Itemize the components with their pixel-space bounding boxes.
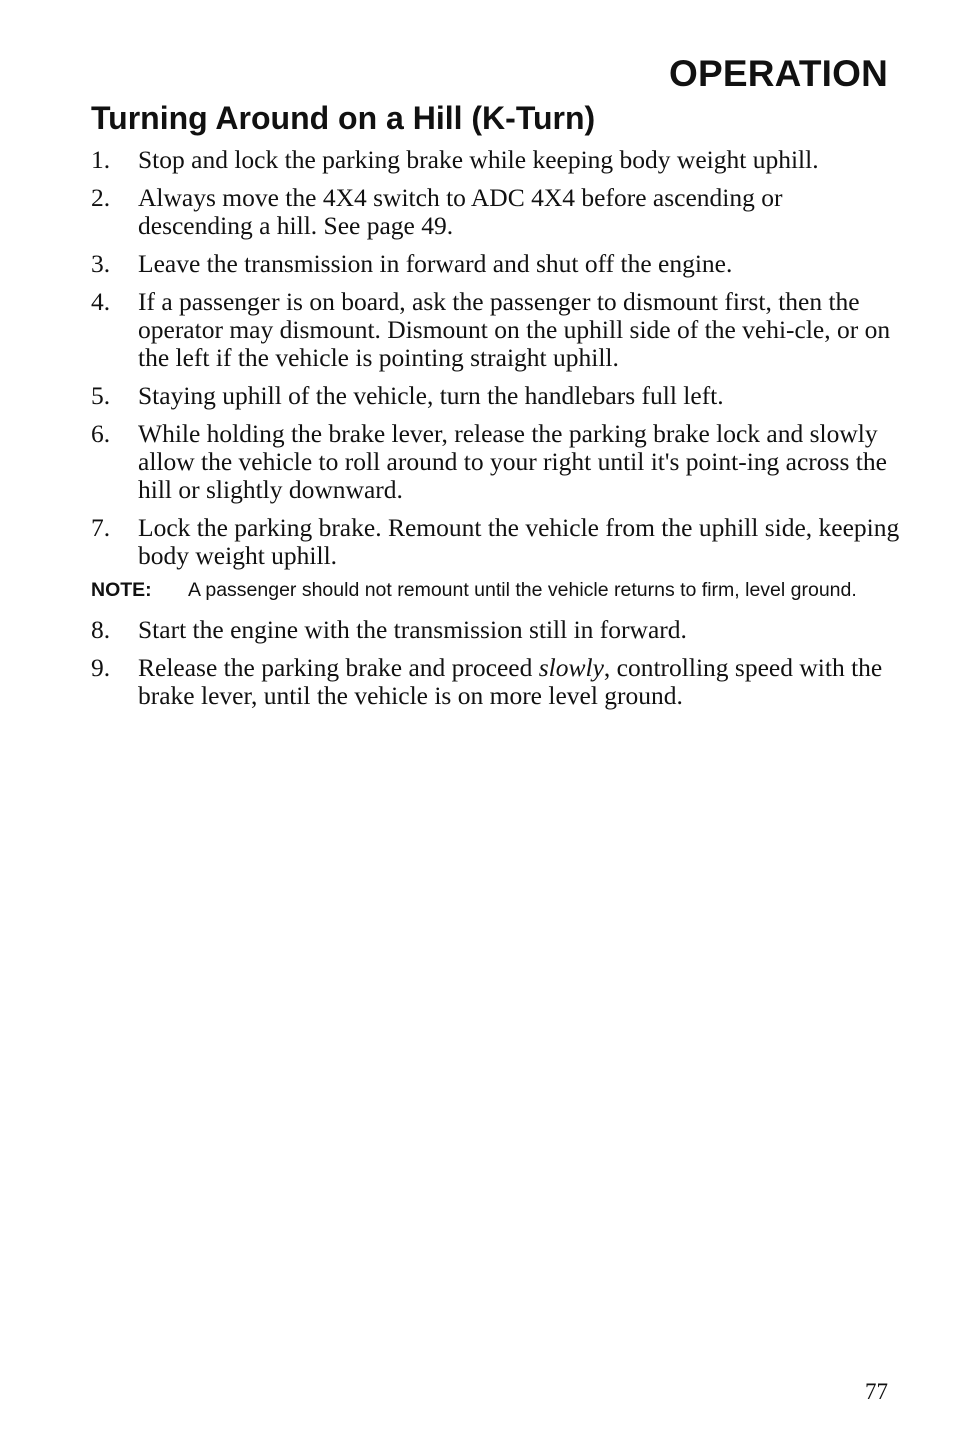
step-text: While holding the brake lever, release the parking brake lock and slowly allow the vehicle to roll around to your right until it's point-ing across the hill or slightly downward. <box>138 419 887 504</box>
step-number: 5. <box>91 381 111 410</box>
list-item <box>91 184 901 240</box>
note-label: NOTE: <box>91 579 152 601</box>
list-item <box>91 616 901 644</box>
section-header: OPERATION <box>668 53 888 94</box>
list-item <box>91 420 901 504</box>
note-text: A passenger should not remount until the vehicle returns to firm, level ground. <box>188 579 857 601</box>
step-text: Start the engine with the transmission still in forward. <box>138 615 687 644</box>
step-text: Leave the transmission in forward and shut off the engine. <box>138 249 733 278</box>
step-number: 7. <box>91 513 111 542</box>
step-text: Lock the parking brake. Remount the vehicle from the uphill side, keeping body weight uphill. <box>138 513 900 570</box>
step-text-after: , controlling speed with the brake lever, until the vehicle is on more level ground. <box>138 653 883 710</box>
step-number: 1. <box>91 145 111 174</box>
list-item <box>91 250 901 278</box>
step-text: Stop and lock the parking brake while keeping body weight uphill. <box>138 145 819 174</box>
list-item <box>91 654 901 710</box>
step-number: 2. <box>91 183 111 212</box>
step-number: 9. <box>91 653 111 682</box>
step-number: 6. <box>91 419 111 448</box>
list-item <box>91 288 901 372</box>
page-number: 77 <box>865 1379 888 1404</box>
step-text: If a passenger is on board, ask the passenger to dismount first, then the operator may dismount. Dismount on the uphill side of the vehi-cle, or on the left if the vehicle is pointing straight uphill. <box>138 287 891 372</box>
step-number: 3. <box>91 249 111 278</box>
steps-list <box>91 146 901 720</box>
page-title: Turning Around on a Hill (K-Turn) <box>91 100 596 136</box>
list-item <box>91 514 901 570</box>
list-item <box>91 382 901 410</box>
note <box>91 579 901 602</box>
step-number: 4. <box>91 287 111 316</box>
list-item <box>91 146 901 174</box>
step-text: Always move the 4X4 switch to ADC 4X4 before ascending or descending a hill. See page 49. <box>138 183 783 240</box>
step-number: 8. <box>91 615 111 644</box>
step-text-before: Release the parking brake and proceed <box>138 653 539 682</box>
step-text <box>138 654 901 710</box>
step-text: Staying uphill of the vehicle, turn the handlebars full left. <box>138 381 724 410</box>
step-emphasis: slowly <box>538 653 604 682</box>
